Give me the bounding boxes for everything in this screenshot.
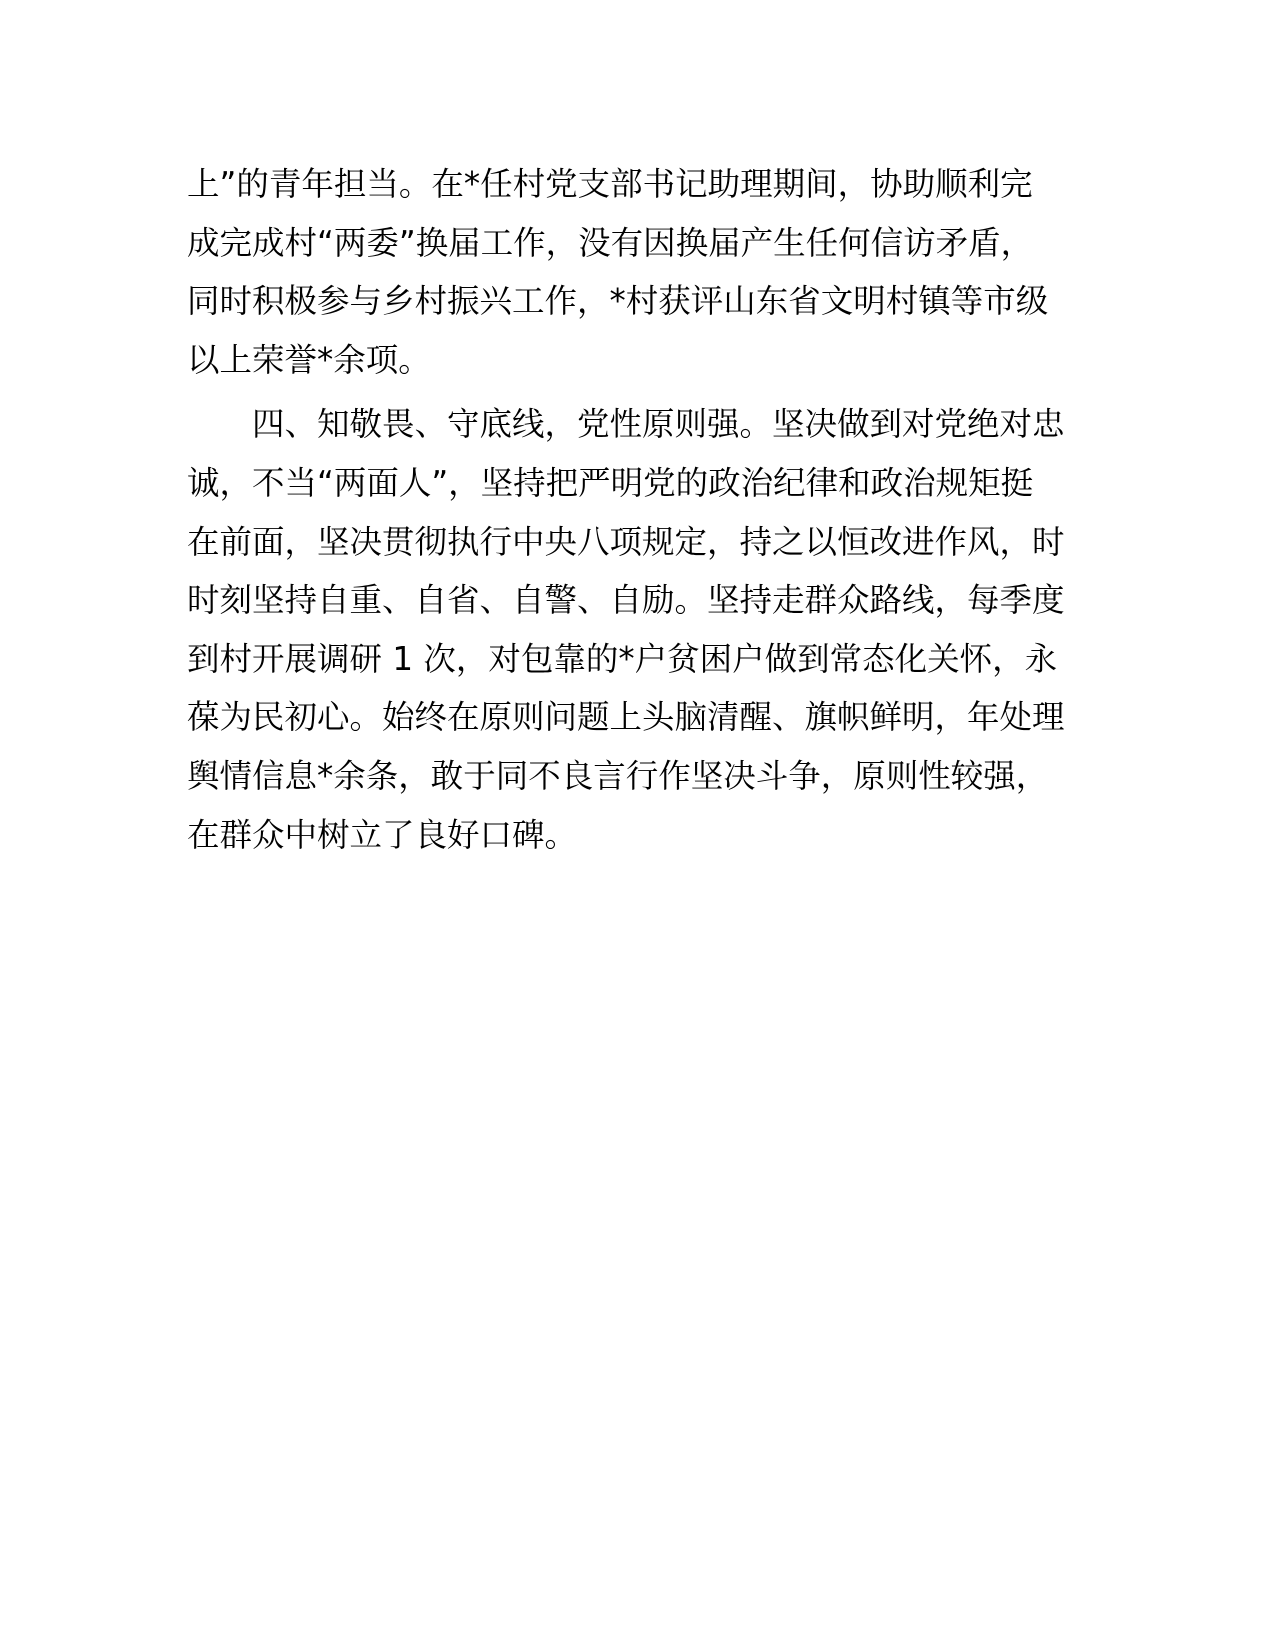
text-line: 诚，不当“两面人”，坚持把严明党的政治纪律和政治规矩挺	[187, 463, 1034, 502]
document-body	[187, 155, 1087, 864]
text-line: 葆为民初心。始终在原则问题上头脑清醒、旗帜鲜明，年处理	[187, 698, 1065, 737]
text-line: 在群众中树立了良好口碑。	[187, 815, 578, 854]
section-heading-line: 四、知敬畏、守底线，党性原则强。坚决做到对党绝对忠	[252, 405, 1065, 444]
paragraph-1	[187, 155, 1087, 389]
text-line: 时刻坚持自重、自省、自警、自励。坚持走群众路线，每季度	[187, 581, 1065, 620]
text-line: 以上荣誉*余项。	[187, 340, 431, 379]
text-line: 成完成村“两委”换届工作，没有因换届产生任何信访矛盾，	[187, 223, 1034, 262]
text-line: 到村开展调研 1 次，对包靠的*户贫困户做到常态化关怀，永	[187, 639, 1058, 678]
paragraph-2	[187, 395, 1087, 864]
text-line: 在前面，坚决贯彻执行中央八项规定，持之以恒改进作风，时	[187, 522, 1065, 561]
text-line: 上”的青年担当。在*任村党支部书记助理期间，协助顺利完	[187, 165, 1033, 203]
text-line: 同时积极参与乡村振兴工作，*村获评山东省文明村镇等市级	[187, 282, 1049, 321]
text-line: 舆情信息*余条，敢于同不良言行作坚决斗争，原则性较强，	[187, 756, 1049, 795]
